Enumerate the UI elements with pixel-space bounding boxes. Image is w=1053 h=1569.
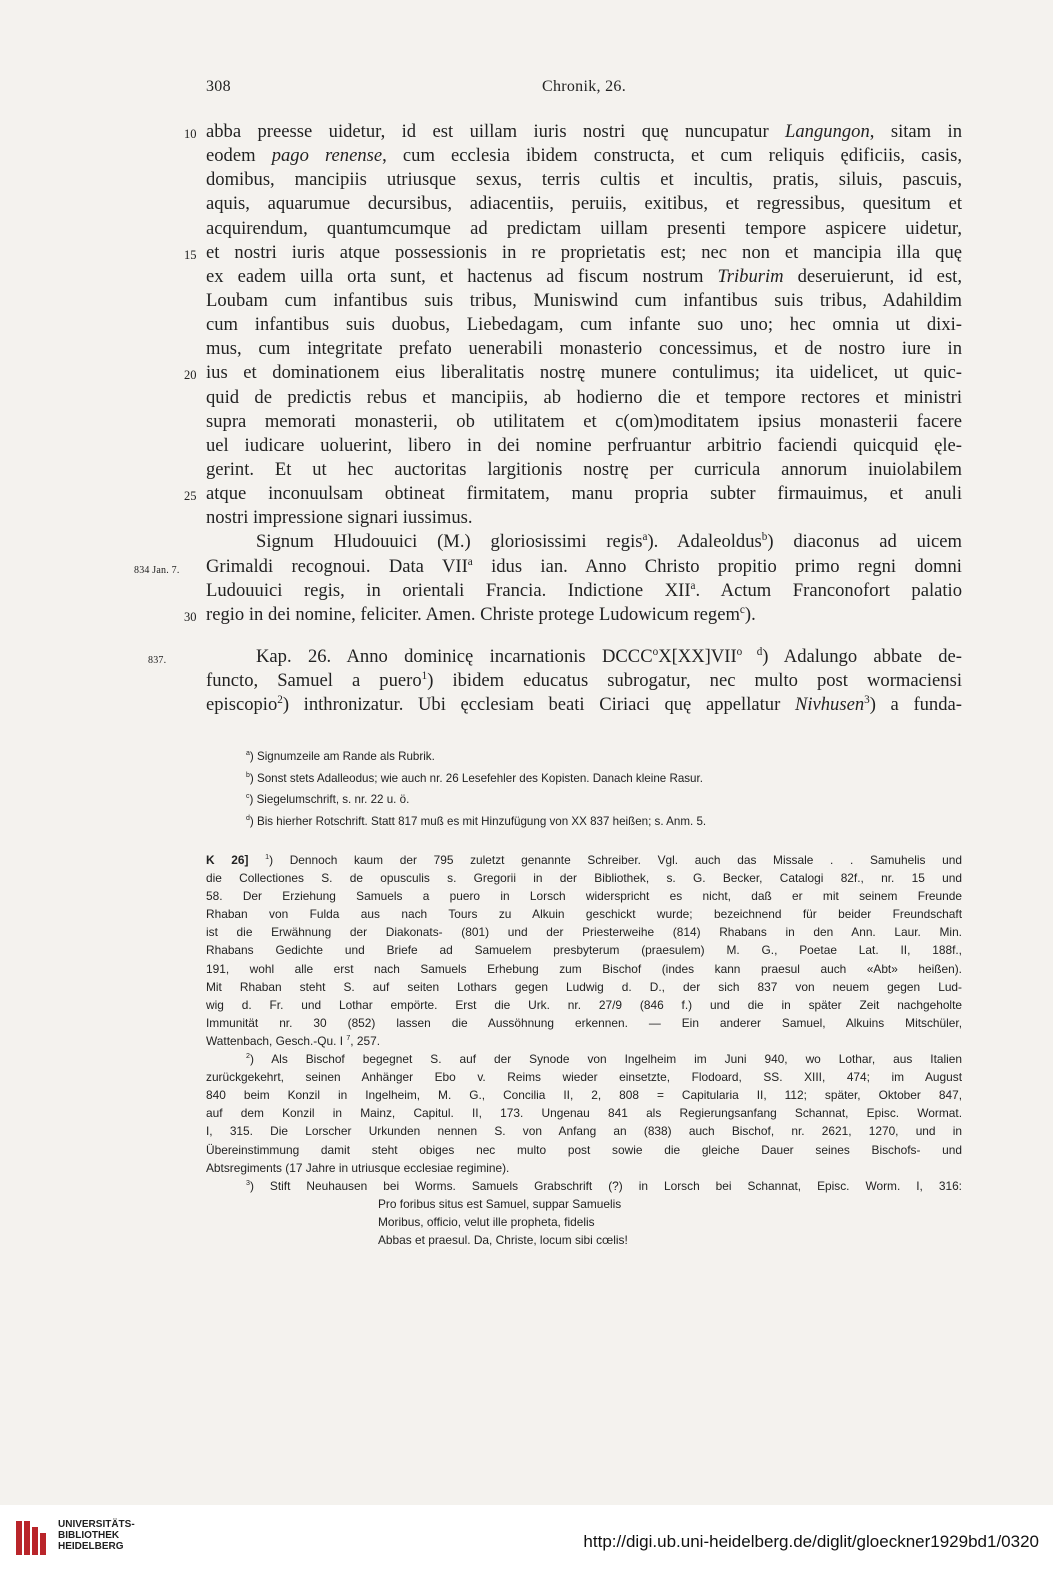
commentary-line: Mit Rhaban steht S. auf seiten Lothars gegen Ludwig d. D., der sich 837 von neuem gegen Lud- (206, 979, 962, 994)
library-logo-text (58, 1519, 135, 1552)
line-number: 10 (184, 127, 197, 141)
logo-line-2: BIBLIOTHEK (58, 1530, 120, 1541)
text-line: gerint. Et ut hec auctoritas largitionis nostrę per curricula annorum inuiolabilem (206, 458, 962, 480)
text-line: quid de predictis rebus et mancipiis, ab hodierno die et tempore rectores et ministri (206, 386, 962, 408)
text-line: functo, Samuel a puero$^1$) ibidem educatus subrogatur, nec multo post wormaciensi (206, 669, 962, 692)
logo-line-3: HEIDELBERG (58, 1541, 124, 1552)
text-line: Signum Hludouuici (M.) gloriosissimi regis$^a$). Adaleoldus$^b$) diaconus ad uicem (256, 531, 962, 553)
page-number: 308 (206, 78, 231, 95)
text-line: aquis, aquarumue decursibus, adiacentiis, peruiis, exitibus, et regressibus, quesitum et (206, 193, 962, 215)
text-line: supra memorati monasterii, ob utilitatem et c(om)moditatem ipsius monasterii facere (206, 410, 962, 432)
commentary-line: ist die Erwähnung der Diakonats- (801) und der Priesterweihe (814) Rhabans in den Ann. Laur. Min. (206, 925, 962, 940)
margin-date-note: 837. (148, 654, 167, 666)
text-line: Loubam cum infantibus suis tribus, Muniswind cum infantibus suis tribus, Adahildim (206, 289, 962, 311)
text-line: uel iudicare uoluerint, libero in dei nomine perfruantur arbitrio faciendi quicquid ęle- (206, 434, 962, 456)
commentary-line: I, 315. Die Lorscher Urkunden nennen S. von Anfang an (838) auch Bischof, nr. 2621, 1270, und in (206, 1124, 962, 1139)
commentary-notes (206, 851, 962, 1249)
text-line: ius et dominationem eius liberalitatis nostrę munere contulimus; ita uidelicet, ut quic- 20 (206, 361, 962, 385)
main-text (134, 120, 963, 717)
commentary-line: Rhabans Gedichte und Briefe ad Samuelem presbyterum (praesulem) M. G., Poetae Lat. II, 188f., (206, 943, 962, 958)
text-line: abba preesse uidetur, id est uillam iuris nostri quę nuncupatur Langungon, sitam in 10 (206, 120, 962, 144)
text-line: episcopio$^2$) inthronizatur. Ubi ęcclesiam beati Ciriaci quę appellatur Nivhusen$^3$) a funda- (206, 694, 962, 716)
text-line: regio in dei nomine, feliciter. Amen. Christe protege Ludowicum regem$^c$). 30 (206, 603, 962, 627)
commentary-line: zurückgekehrt, seinen Anhänger Ebo v. Reims wieder einsetzte, Flodoard, SS. XIII, 474; im August (206, 1070, 962, 1085)
text-line: Grimaldi recognoui. Data VII$^a$ idus ian. Anno Christo propitio primo regni domni 834 Jan. 7. (206, 555, 962, 579)
running-title: Chronik, 26. (541, 78, 627, 95)
text-line: mus, cum integritate prefato uenerabili monasterio concessimus, et de nostro iure in (206, 338, 962, 360)
text-line: cum infantibus suis duobus, Liebedagam, cum infante suo uno; hec omnia ut dixi- (206, 314, 962, 336)
epitaph-verse: Abbas et praesul. Da, Christe, locum sibi cœlis! (378, 1232, 628, 1247)
footnote-letter: $^b$) Sonst stets Adalleodus; wie auch nr. 26 Lesefehler des Kopisten. Danach kleine Rasur. (246, 771, 703, 785)
text-line: et nostri iuris atque possessionis in re proprietatis est; nec non et mancipia illa quę 15 (206, 241, 962, 265)
commentary-line: Übereinstimmung damit steht obiges nec multo post sowie die gleiche Dauer seines Bischofs- und (206, 1142, 962, 1157)
commentary-line: Immunität nr. 30 (852) lassen die Aussöhnung erkennen. — Ein anderer Samuel, Alkuins Mitschüler, (206, 1015, 962, 1030)
footnote-letter: $^d$) Bis hierher Rotschrift. Statt 817 muß es mit Hinzufügung von XX 837 heißen; s. Anm. 5. (246, 814, 707, 828)
library-logo-icon (14, 1517, 48, 1559)
commentary-line: 58. Der Erziehung Samuels a puero in Lorsch widerspricht es nicht, daß er mit seinem Freunde (206, 889, 962, 904)
text-line: ex eadem uilla orta sunt, et hactenus ad fiscum nostrum Triburim deseruierunt, id est, (206, 265, 962, 287)
footer-bar (0, 1505, 1053, 1569)
text-critical-notes (206, 746, 962, 832)
epitaph-verse: Moribus, officio, velut ille propheta, fidelis (378, 1214, 595, 1229)
commentary-line: die Collectiones S. de opusculis s. Gregorii in der Bibliothek, s. G. Becker, Catalogi 82f., nr. 15 und (206, 871, 962, 886)
page-header (206, 78, 962, 102)
epitaph-verse: Pro foribus situs est Samuel, suppar Samuelis (378, 1196, 622, 1211)
paragraph-gap (206, 627, 962, 645)
commentary-line: K 26] $^1$) Dennoch kaum der 795 zuletzt genannte Schreiber. Vgl. auch das Missale . . Samuhelis und (206, 853, 963, 867)
text-line: Ludouuici regis, in orientali Francia. Indictione XII$^a$. Actum Franconofort palatio (206, 579, 963, 601)
line-number: 25 (184, 489, 197, 504)
logo-line-1: UNIVERSITÄTS- (58, 1519, 135, 1530)
text-line: acquirendum, quantumcumque ad predictam uillam presenti tempore aspicere uidetur, (206, 217, 962, 239)
text-line: domibus, mancipiis utriusque sexus, terris cultis et incultis, pratis, siluis, pascuis, (206, 169, 962, 191)
commentary-line: auf dem Konzil in Mainz, Capitul. II, 173. Ungenau 841 als Regierungsanfang Schannat, Episc. Wormat. (206, 1106, 962, 1121)
text-line: nostri impressione signari iussimus. (206, 507, 473, 529)
commentary-line: Abtsregiments (17 Jahre in utriusque ecclesiae regimine). (206, 1160, 510, 1175)
margin-date-note: 834 Jan. 7. (134, 564, 180, 576)
commentary-line: Rhaban von Fulda aus nach Tours zu Alkuin geschickt wurde; bezeichnend für beider Freundschaft (206, 907, 962, 922)
commentary-line: 840 beim Konzil in Ingelheim, M. G., Concilia II, 2, 808 = Capitularia II, 112; später, Oktober 847, (206, 1088, 962, 1103)
line-number: 30 (184, 609, 197, 624)
commentary-line: $^3$) Stift Neuhausen bei Worms. Samuels Grabschrift (?) in Lorsch bei Schannat, Episc. Worm. I, 316: (246, 1178, 962, 1193)
line-number: 20 (184, 368, 197, 383)
commentary-line: 191, wohl alle erst nach Samuels Erhebung zum Bischof (indes kann praesul auch «Abt» heißen). (206, 961, 962, 976)
commentary-line: $^2$) Als Bischof begegnet S. auf der Synode von Ingelheim im Juni 940, wo Lothar, aus Italien (246, 1052, 962, 1067)
text-line: eodem pago renense, cum ecclesia ibidem constructa, et cum reliquis ędificiis, casis, (206, 145, 962, 167)
footnote-letter: $^c$) Siegelumschrift, s. nr. 22 u. ö. (246, 793, 410, 806)
commentary-line: Wattenbach, Gesch.-Qu. I $^7$, 257. (206, 1033, 381, 1048)
text-line: atque inconuulsam obtineat firmitatem, manu propria subter firmauimus, et anuli 25 (206, 482, 962, 506)
source-url-link[interactable]: http://digi.ub.uni-heidelberg.de/diglit/gloeckner1929bd1/0320 (583, 1532, 1039, 1551)
footnote-letter: $^a$) Signumzeile am Rande als Rubrik. (246, 750, 435, 763)
commentary-line: wig d. Fr. und Lothar empörte. Erst die Urk. nr. 27/9 (846 f.) und die in später Zeit nachgeholte (206, 997, 962, 1012)
text-line: Kap. 26. Anno dominicę incarnationis $DCCC^oX[XX]VII^{o d}$) Adalungo abbate de- 837. (206, 645, 962, 669)
line-number: 15 (184, 247, 197, 262)
